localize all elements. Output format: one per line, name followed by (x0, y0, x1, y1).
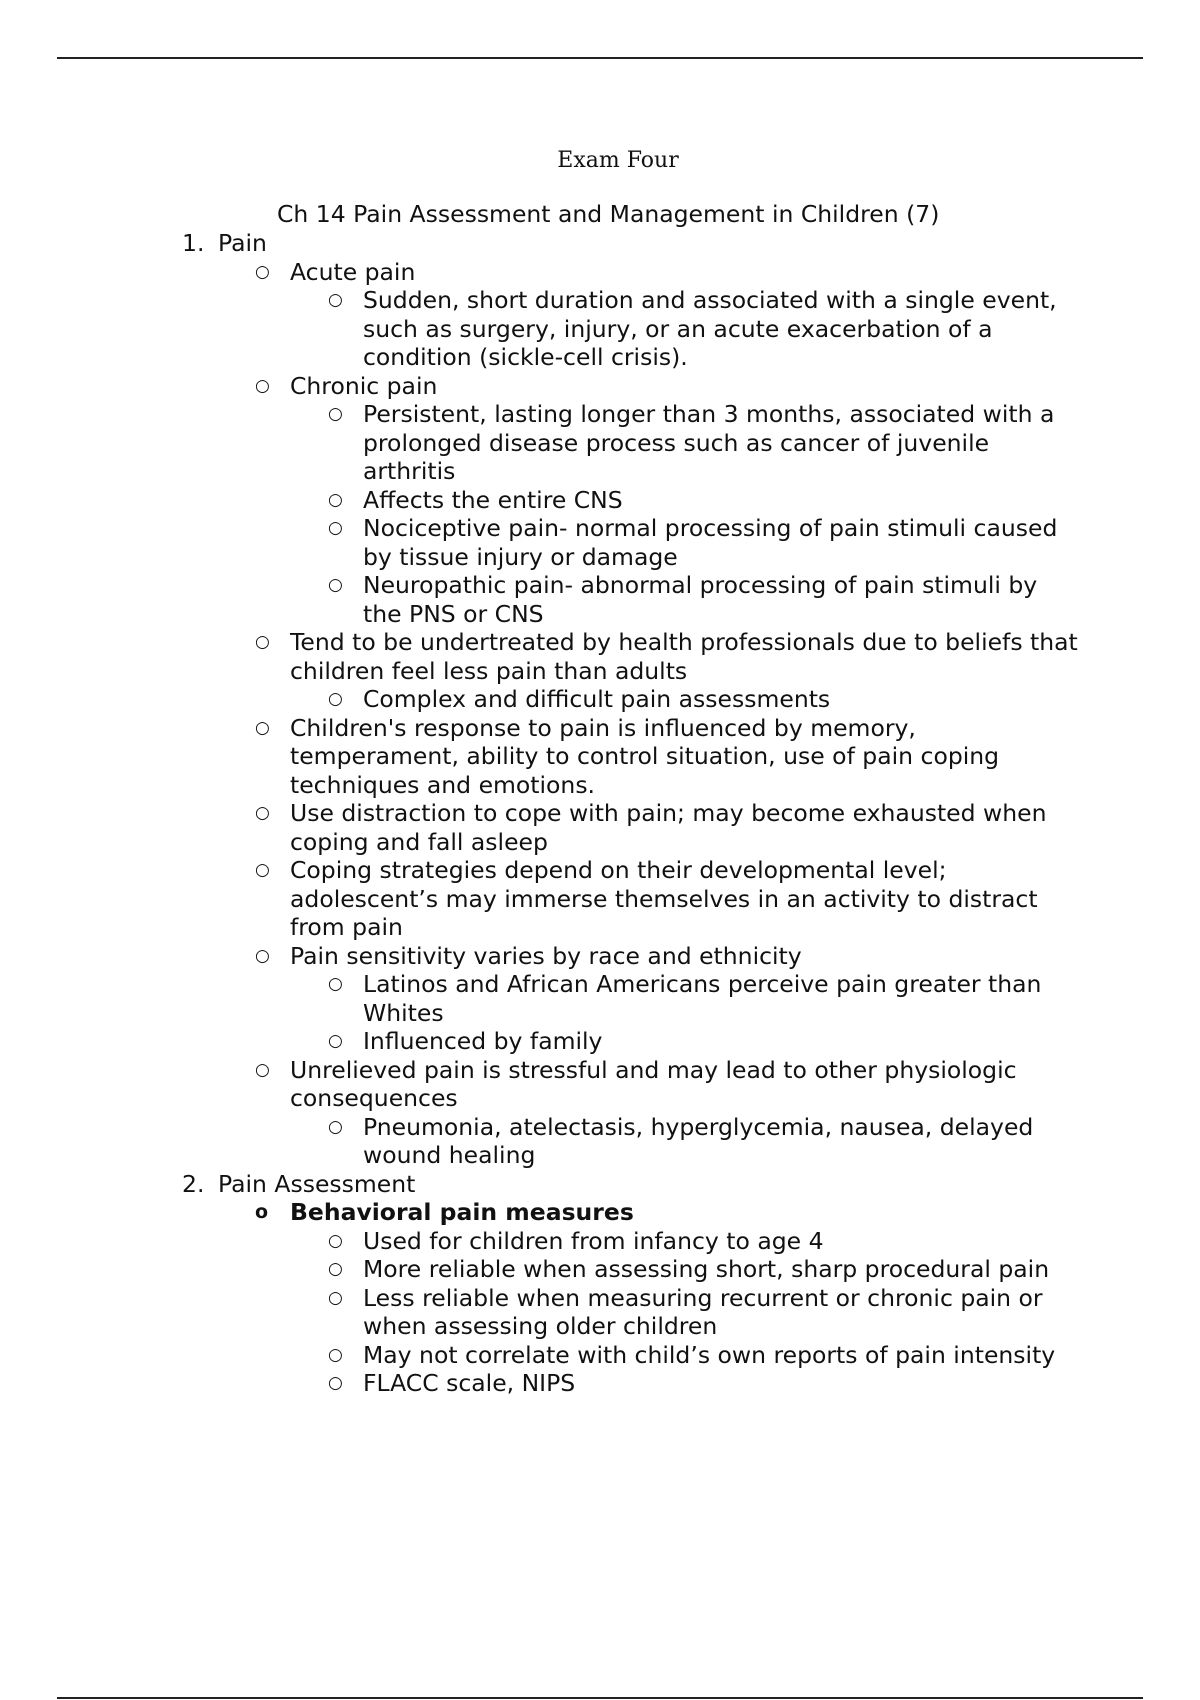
list-item: ○ Tend to be undertreated by health professionals due to beliefs that children feel less pain than adults (255, 628, 1078, 685)
sub-list-item: ○ Influenced by family (328, 1027, 603, 1055)
section-heading (0, 1170, 1200, 1199)
section-number: 2. (182, 1169, 205, 1198)
hollow-bullet-icon: ○ (328, 1259, 343, 1279)
outline (0, 229, 1200, 1398)
sub-list-item: ○ Complex and difficult pain assessments (328, 685, 831, 713)
list-item: ○ Pain sensitivity varies by race and ethnicity (255, 941, 802, 970)
hollow-bullet-icon: ○ (328, 974, 343, 994)
sub-list-item: ○ Used for children from infancy to age 4 (328, 1226, 824, 1255)
sub-list-item: ○ Latinos and African Americans perceive pain greater than Whites (328, 970, 1042, 1027)
hollow-bullet-icon: ○ (255, 860, 270, 880)
hollow-bullet-icon: ○ (255, 945, 270, 966)
sub-list-item: ○ Sudden, short duration and associated with a single event, such as surgery, injury, or an acute exacerbation of a condition (sickle-cell crisis). (328, 286, 1057, 371)
sub-list-item: ○ Less reliable when measuring recurrent or chronic pain or when assessing older children (328, 1283, 1043, 1340)
hollow-bullet-icon: ○ (328, 1031, 343, 1051)
list-item: ○ Acute pain (255, 257, 416, 286)
sub-list-item: ○ Affects the entire CNS (328, 485, 623, 514)
hollow-bullet-icon: o (255, 1201, 269, 1223)
sub-list-item: ○ May not correlate with child’s own reports of pain intensity (328, 1340, 1056, 1369)
list-item: ○ Children's response to pain is influenced by memory, temperament, ability to control situation, use of pain coping techniques and emotions. (255, 713, 1000, 799)
sub-list-item: ○ Nociceptive pain- normal processing of pain stimuli caused by tissue injury or damage (328, 514, 1058, 571)
section-number: 1. (182, 229, 205, 257)
list-item: ○ Use distraction to cope with pain; may become exhausted when coping and fall asleep (255, 799, 1047, 856)
list-item: ○ Unrelieved pain is stressful and may lead to other physiologic consequences (255, 1055, 1017, 1112)
hollow-bullet-icon: ○ (328, 1230, 343, 1251)
sub-list-item: ○ Persistent, lasting longer than 3 months, associated with a prolonged disease process such as cancer of juvenile arthritis (328, 400, 1055, 485)
sub-list-item: ○ FLACC scale, NIPS (328, 1369, 576, 1397)
hollow-bullet-icon: ○ (328, 1344, 343, 1365)
list-item: ○ Chronic pain (255, 371, 438, 400)
section-label: Pain Assessment (218, 1169, 416, 1198)
bottom-rule (57, 1697, 1143, 1699)
hollow-bullet-icon: ○ (328, 290, 343, 310)
hollow-bullet-icon: ○ (255, 1059, 270, 1080)
top-rule (57, 57, 1143, 59)
page-header: Exam Four (557, 148, 679, 173)
hollow-bullet-icon: ○ (255, 632, 270, 652)
hollow-bullet-icon: ○ (328, 575, 343, 595)
sub-list-item: ○ Neuropathic pain- abnormal processing of pain stimuli by the PNS or CNS (328, 571, 1038, 628)
sub-list-item: ○ Pneumonia, atelectasis, hyperglycemia, nausea, delayed wound healing (328, 1112, 1034, 1169)
hollow-bullet-icon: ○ (328, 489, 343, 510)
hollow-bullet-icon: ○ (328, 518, 343, 538)
hollow-bullet-icon: ○ (328, 1116, 343, 1137)
hollow-bullet-icon: ○ (255, 375, 270, 396)
hollow-bullet-icon: ○ (255, 261, 270, 282)
hollow-bullet-icon: ○ (328, 1287, 343, 1308)
hollow-bullet-icon: ○ (255, 717, 270, 738)
sub-list-item: ○ More reliable when assessing short, sharp procedural pain (328, 1255, 1050, 1283)
hollow-bullet-icon: ○ (328, 689, 343, 709)
list-item: ○ Coping strategies depend on their developmental level; adolescent’s may immerse themselves in an activity to distract from pain (255, 856, 1038, 941)
document-title: Ch 14 Pain Assessment and Management in Children (7) (277, 200, 940, 228)
hollow-bullet-icon: ○ (328, 404, 343, 424)
hollow-bullet-icon: ○ (328, 1373, 343, 1393)
section-label: Pain (218, 229, 267, 257)
hollow-bullet-icon: ○ (255, 803, 270, 823)
section-heading (0, 229, 1200, 258)
list-item: o Behavioral pain measures (255, 1198, 634, 1226)
